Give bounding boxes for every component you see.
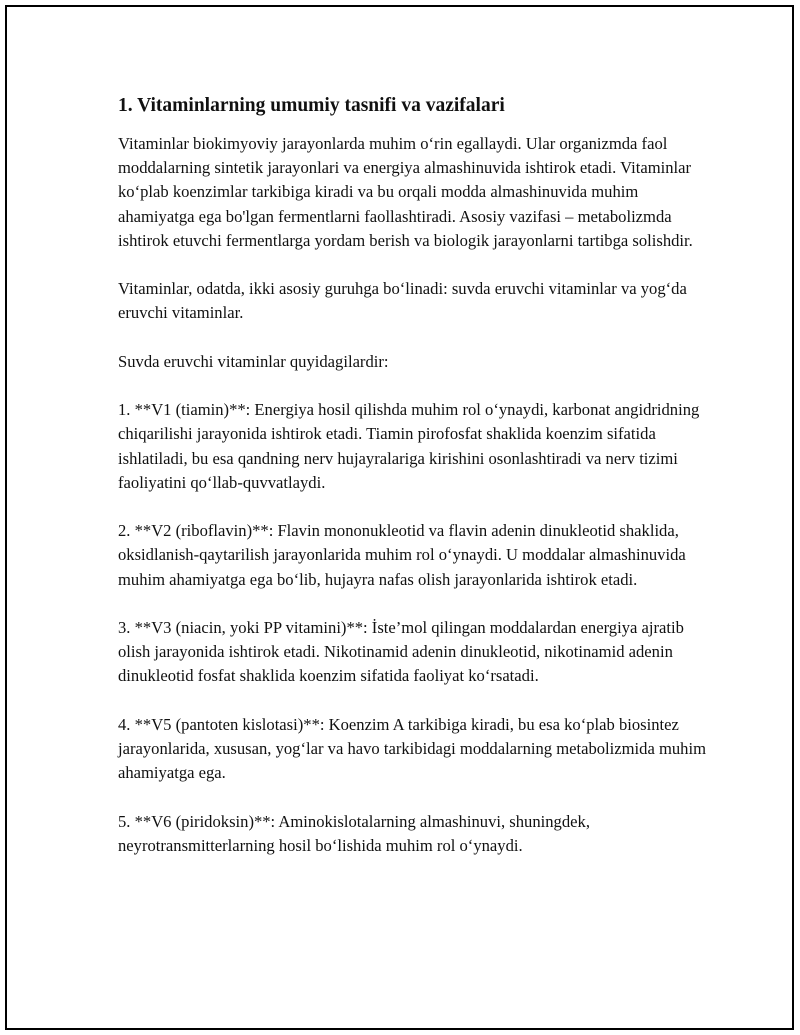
list-item-v1: 1. **V1 (tiamin)**: Energiya hosil qilishda muhim rol o‘ynaydi, karbonat angidridning chiqarilishi jarayonida ishtirok etadi. Tiamin pirofosfat shaklida koenzim sifatida ishlatiladi, bu esa qandning nerv hujayralariga kirishini osonlashtiradi va nerv tizimi faoliyatini qo‘llab-quvvatlaydi. [118, 400, 700, 492]
section-heading: 1. Vitaminlarning umumiy tasnifi va vazifalari [118, 95, 505, 116]
list-item-v3: 3. **V3 (niacin, yoki PP vitamini)**: İste’mol qilingan moddalardan energiya ajratib olish jarayonida ishtirok etadi. Nikotinamid adenin dinukleotid, nikotinamid adenin dinukleotid fosfat shaklida koenzim sifatida faoliyat ko‘rsatadi. [118, 617, 684, 686]
paragraph-classification: Vitaminlar, odatda, ikki asosiy guruhga bo‘linadi: suvda eruvchi vitaminlar va yog‘da eruvchi vitaminlar. [118, 279, 687, 323]
document-body [118, 92, 708, 882]
list-item-v6: 5. **V6 (piridoksin)**: Aminokislotalarning almashinuvi, shuningdek, neyrotransmitterlarning hosil bo‘lishida muhim rol o‘ynaydi. [118, 811, 590, 855]
list-item-v2: 2. **V2 (riboflavin)**: Flavin mononukleotid va flavin adenin dinukleotid shaklida, oksidlanish-qaytarilish jarayonlarida muhim rol o‘ynaydi. U moddalar almashinuvida muhim ahamiyatga ega bo‘lib, hujayra nafas olish jarayonlarida ishtirok etadi. [118, 521, 686, 589]
list-item-v5: 4. **V5 (pantoten kislotasi)**: Koenzim A tarkibiga kiradi, bu esa ko‘plab biosintez jarayonlarida, xususan, yog‘lar va havo tarkibidagi moddalarning metabolizmida muhim ahamiyatga ega. [118, 714, 706, 783]
paragraph-water-soluble-intro: Suvda eruvchi vitaminlar quyidagilardir: [118, 351, 389, 371]
paragraph-intro: Vitaminlar biokimyoviy jarayonlarda muhim o‘rin egallaydi. Ular organizmda faol moddalarning sintetik jarayonlari va energiya almashinuvida ishtirok etadi. Vitaminlar ko‘plab koenzimlar tarkibiga kiradi va bu orqali modda almashinuvida muhim ahamiyatga ega bo'lgan fermentlarni faollashtiradi. Asosiy vazifasi – metabolizmda ishtirok etuvchi fermentlarga yordam berish va biologik jarayonlarni tartibga solishdir. [118, 134, 693, 250]
